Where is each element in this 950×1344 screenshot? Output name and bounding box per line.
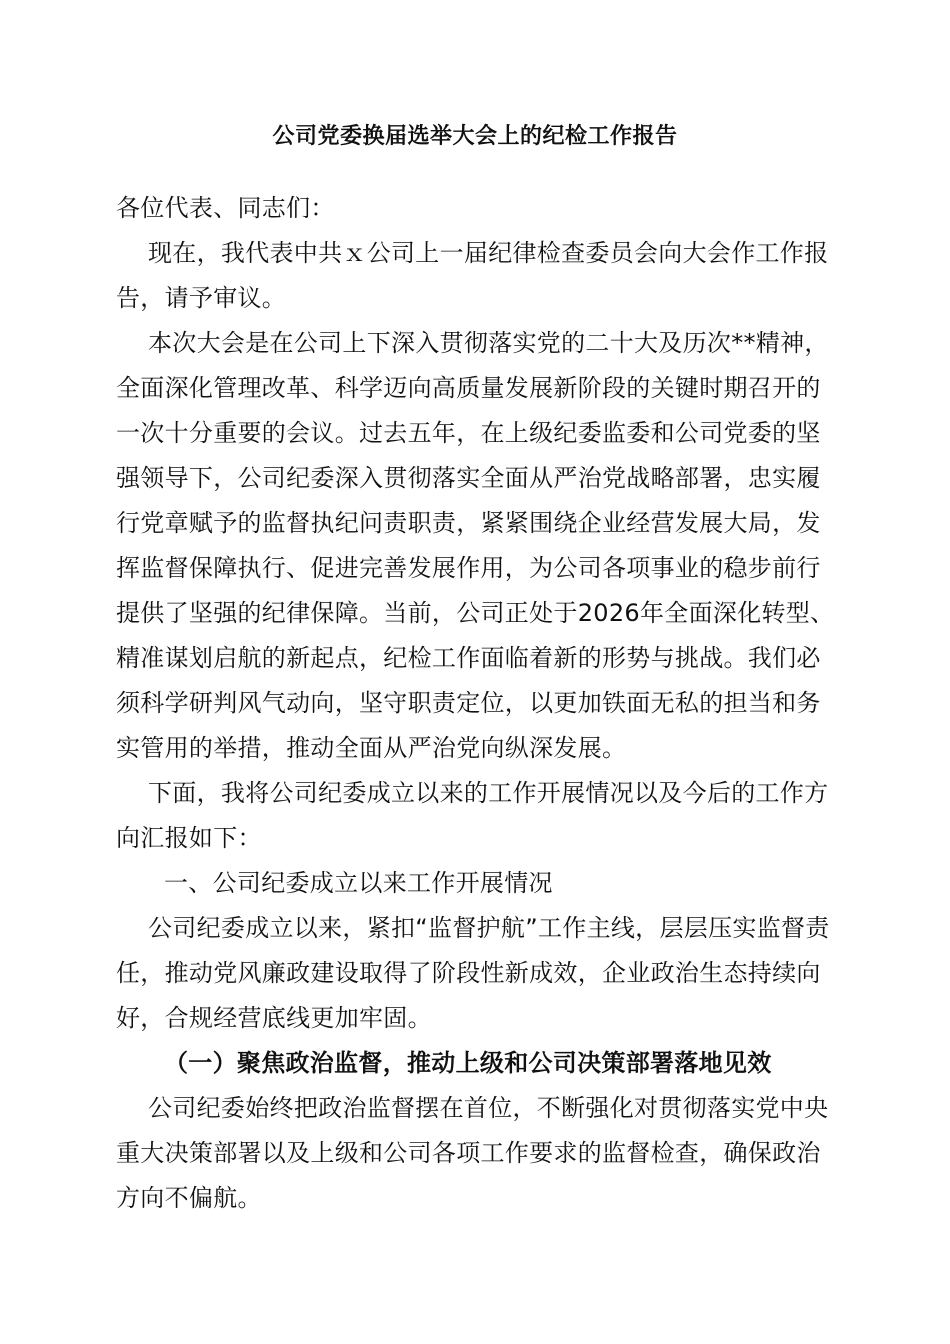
paragraph-background: 本次大会是在公司上下深入贯彻落实党的二十大及历次**精神，全面深化管理改革、科学迈向高质量发展新阶段的关键时期召开的一次十分重要的会议。过去五年，在上级纪委监委和公司党委的坚强领导下，公司纪委深入贯彻落实全面从严治党战略部署，忠实履行党章赋予的监督执纪问责职责，紧紧围绕企业经营发展大局，发挥监督保障执行、促进完善发展作用，为公司各项事业的稳步前行提供了坚强的纪律保障。当前，公司正处于2026年全面深化转型、精准谋划启航的新起点，纪检工作面临着新的形势与挑战。我们必须科学研判风气动向，坚守职责定位，以更加铁面无私的担当和务实管用的举措，推动全面从严治党向纵深发展。 (116, 329, 835, 762)
paragraph-political-supervision: 公司纪委始终把政治监督摆在首位，不断强化对贯彻落实党中央重大决策部署以及上级和公司各项工作要求的监督检查，确保政治方向不偏航。 (116, 1094, 829, 1212)
paragraph-opening: 现在，我代表中共ｘ公司上一届纪律检查委员会向大会作工作报告，请予审议。 (116, 239, 829, 312)
salutation: 各位代表、同志们： (116, 194, 335, 222)
document-title: 公司党委换届选举大会上的纪检工作报告 (272, 124, 678, 149)
paragraph-outline: 下面，我将公司纪委成立以来的工作开展情况以及今后的工作方向汇报如下： (116, 779, 829, 852)
subsection-heading-1: （一）聚焦政治监督，推动上级和公司决策部署落地见效 (164, 1049, 772, 1077)
paragraph-summary: 公司纪委成立以来，紧扣“监督护航”工作主线，层层压实监督责任，推动党风廉政建设取得了阶段性新成效，企业政治生态持续向好，合规经营底线更加牢固。 (116, 914, 830, 1032)
document-body (116, 186, 838, 1221)
section-heading-1: 一、公司纪委成立以来工作开展情况 (164, 869, 553, 897)
